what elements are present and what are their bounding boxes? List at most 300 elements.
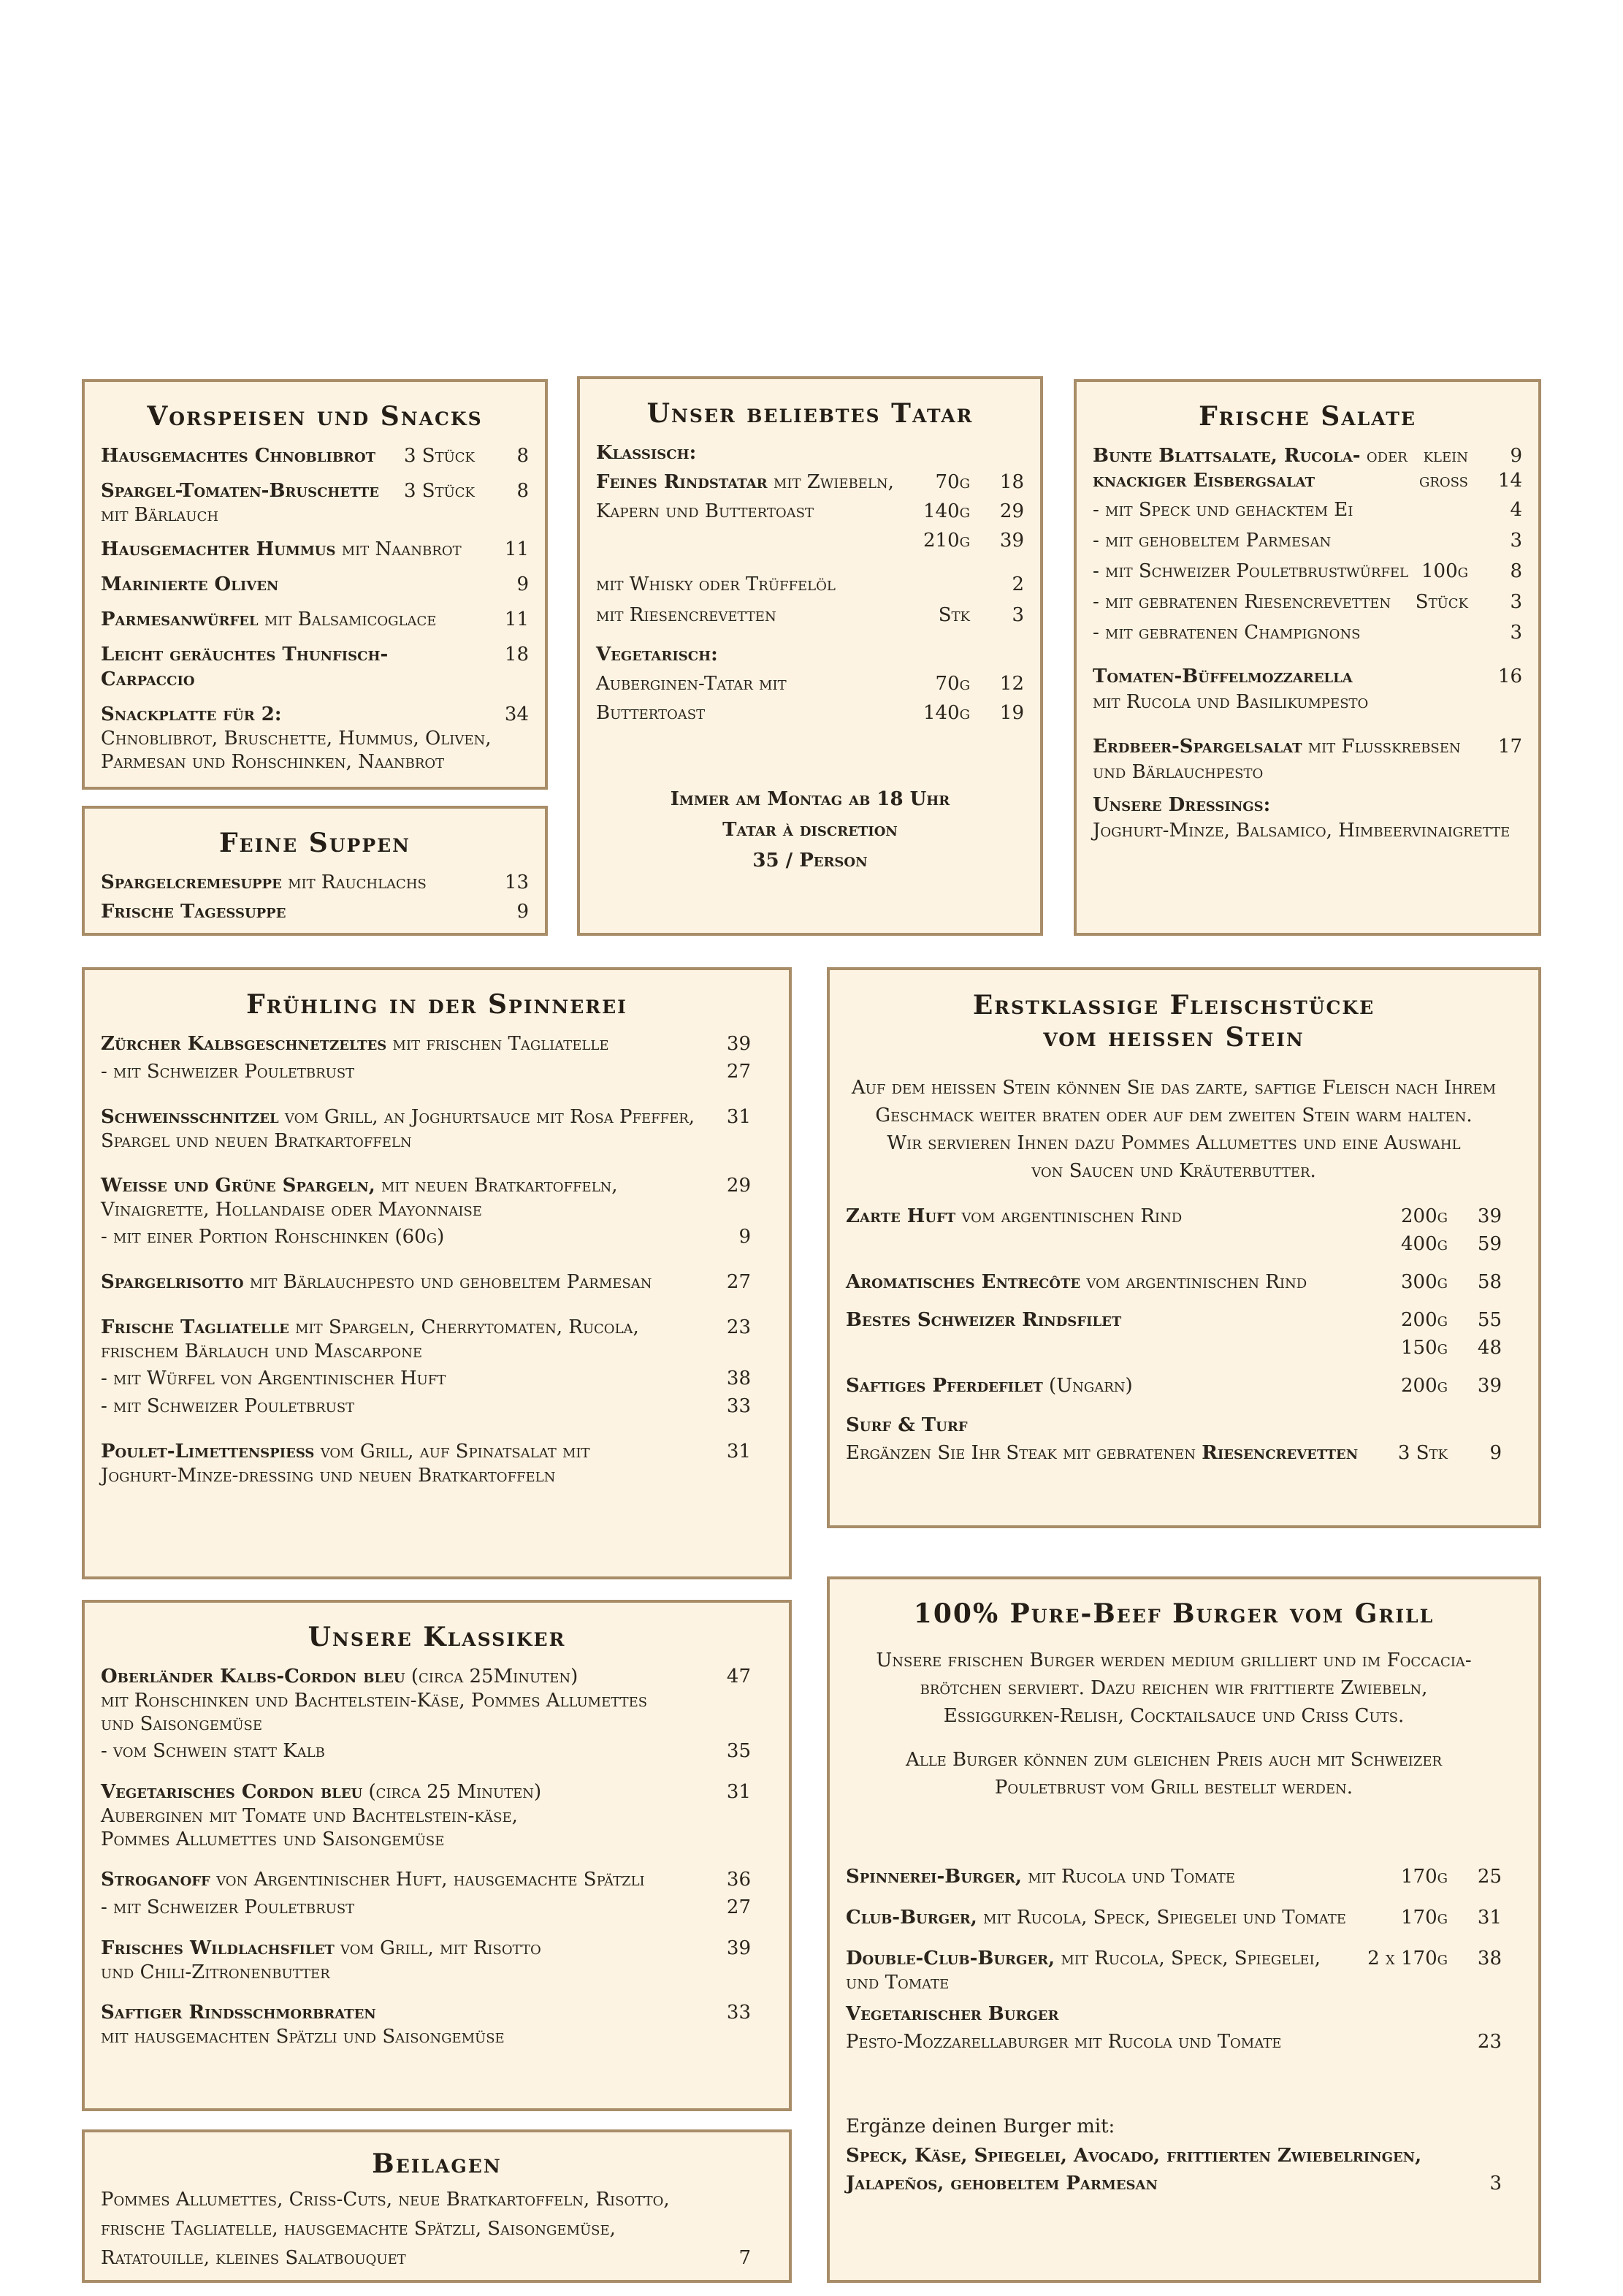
item-price: 31	[1477, 1907, 1502, 1929]
item-text	[101, 1895, 707, 1920]
menu-row	[101, 899, 529, 924]
menu-row	[101, 1315, 751, 1340]
dressings-list: Joghurt-Minze, Balsamico, Himbeervinaigrette	[1093, 820, 1511, 842]
item-text	[101, 1270, 707, 1294]
item-desc: vom argentinischen Rind	[1080, 1271, 1307, 1293]
item-name: Frisches Wildlachsfilet	[101, 1937, 335, 1959]
item-price: 39	[1477, 1375, 1502, 1397]
item-name: Oberländer Kalbs-Cordon bleu	[101, 1666, 405, 1687]
item-price: 33	[726, 1395, 751, 1417]
item-price: 31	[726, 1781, 751, 1803]
menu-list	[596, 572, 1024, 628]
item-text	[101, 1173, 707, 1198]
menu-list	[101, 1031, 773, 1487]
item-price: 19	[999, 702, 1024, 724]
item-name: Club-Burger,	[846, 1907, 977, 1929]
item-unit: 400g	[1400, 1233, 1448, 1255]
klassisch-label: Klassisch:	[596, 442, 697, 464]
section-title	[846, 989, 1502, 1053]
item-name: Snackplatte für 2:	[101, 703, 282, 725]
item-desc: mit frischen Tagliatelle	[386, 1033, 609, 1055]
item-text	[101, 443, 394, 468]
item-text	[101, 607, 465, 632]
menu-row	[846, 2029, 1502, 2054]
item-desc: mit Flusskrebsen	[1302, 736, 1461, 758]
beilagen-line: Pommes Allumettes, Criss-Cuts, neue Bratkartoffeln, Risotto,	[101, 2189, 670, 2211]
item-name: Spinnerei-Burger,	[846, 1866, 1022, 1888]
menu-row	[101, 607, 529, 632]
section-burger	[827, 1576, 1541, 2283]
menu-row	[596, 603, 1024, 628]
item-text	[101, 1105, 707, 1129]
item-price: 3	[1510, 530, 1522, 552]
item-name: Bunte Blattsalate, Rucola-	[1093, 445, 1361, 467]
item-desc: - mit Speck und gehacktem Ei	[1093, 499, 1353, 521]
vegetarisch-label: Vegetarisch:	[596, 644, 718, 665]
intro-line: Unsere frischen Burger werden medium grilliert und im Foccacia-	[876, 1649, 1472, 1671]
intro-line: Essiggurken-Relish, Cocktailsauce und Criss Cuts.	[943, 1705, 1405, 1727]
addon-heading: Ergänze deinen Burger mit:	[846, 2116, 1115, 2137]
item-desc: Chnoblibrot, Bruschette, Hummus, Oliven,	[101, 728, 492, 750]
item-name: Saftiges Pferdefilet	[846, 1375, 1043, 1397]
item-unit: 140g	[923, 702, 970, 724]
menu-row	[1093, 590, 1522, 614]
surf-label: Surf & Turf	[846, 1414, 968, 1436]
item-name: Weisse und Grüne Spargeln,	[101, 1175, 375, 1197]
item-desc: Pesto-Mozzarellaburger mit Rucola und Tomate	[846, 2031, 1282, 2053]
item-price: 38	[726, 1368, 751, 1389]
item-unit: 140g	[923, 500, 970, 522]
item-text	[1093, 559, 1411, 584]
menu-row	[846, 1905, 1502, 1930]
monday-line: 35 / Person	[752, 850, 868, 872]
item-text	[596, 499, 913, 524]
item-text	[101, 1224, 707, 1249]
item-text	[101, 1664, 707, 1689]
section-title: Feine Suppen	[218, 828, 411, 858]
item-price: 3	[1489, 2173, 1502, 2194]
item-text	[101, 1780, 707, 1804]
item-price: 9	[1489, 1442, 1502, 1464]
item-price: 31	[726, 1441, 751, 1462]
item-unit: 3 Stk	[1397, 1442, 1448, 1464]
item-unit: gross	[1418, 470, 1468, 492]
item-price: 47	[726, 1666, 751, 1687]
item-name: knackiger Eisbergsalat	[1093, 470, 1315, 492]
section-title: 100% Pure-Beef Burger vom Grill	[913, 1598, 1435, 1629]
item-name: Parmesanwürfel	[101, 609, 259, 630]
item-name: Frische Tagessuppe	[101, 901, 286, 923]
section-title: Unser beliebtes Tatar	[646, 398, 974, 429]
item-desc: Joghurt-Minze-dressing und neuen Bratkartoffeln	[101, 1465, 556, 1487]
menu-row	[1093, 497, 1522, 522]
menu-row	[596, 499, 1024, 524]
menu-row	[101, 1867, 751, 1892]
item-unit: 170g	[1400, 1866, 1448, 1888]
item-price: 3	[1510, 622, 1522, 644]
item-price: 9	[516, 573, 529, 595]
item-desc: und Chili-Zitronenbutter	[101, 1961, 330, 1983]
item-desc: mit Balsamicoglace	[258, 609, 437, 630]
item-unit: 100g	[1421, 560, 1468, 582]
section-salate	[1074, 379, 1541, 936]
item-desc: Vinaigrette, Hollandaise oder Mayonnaise	[101, 1199, 482, 1221]
intro-line: Alle Burger können zum gleichen Preis auch mit Schweizer	[905, 1749, 1443, 1771]
intro-line: brötchen serviert. Dazu reichen wir frittierte Zwiebeln,	[920, 1677, 1428, 1699]
item-desc: - mit gebratenen Riesencrevetten	[1093, 591, 1391, 613]
menu-row	[101, 1059, 751, 1084]
menu-row	[846, 1946, 1502, 1971]
item-unit: 210g	[923, 530, 970, 552]
menu-row	[101, 1031, 751, 1056]
menu-row	[101, 443, 529, 468]
item-price: 9	[516, 901, 529, 923]
item-price: 12	[999, 673, 1024, 695]
intro-line: Pouletbrust vom Grill bestellt werden.	[994, 1777, 1353, 1799]
menu-row	[596, 671, 1024, 696]
item-text	[101, 1031, 707, 1056]
item-name: Schweinsschnitzel	[101, 1106, 279, 1128]
section-tatar	[577, 376, 1043, 936]
section-suppen	[82, 806, 548, 936]
item-desc: Auberginen-Tatar mit	[596, 673, 787, 695]
item-text	[101, 1315, 707, 1340]
veg-burger-label: Vegetarischer Burger	[846, 2003, 1059, 2025]
item-desc: oder	[1360, 445, 1408, 467]
menu-list	[101, 870, 529, 924]
item-desc: Kapern und Buttertoast	[596, 500, 814, 522]
section-title: Unsere Klassiker	[308, 1622, 566, 1652]
item-price: 27	[726, 1896, 751, 1918]
intro-line: von Saucen und Kräuterbutter.	[1031, 1160, 1316, 1182]
item-name: Hausgemachter Hummus	[101, 538, 336, 560]
item-text	[596, 603, 928, 628]
item-desc: (circa 25Minuten)	[405, 1666, 578, 1687]
item-price: 38	[1477, 1948, 1502, 1969]
item-desc: - mit Schweizer Pouletbrust	[101, 1896, 355, 1918]
item-desc: Pommes Allumettes und Saisongemüse	[101, 1828, 445, 1850]
item-desc: frischem Bärlauch und Mascarpone	[101, 1340, 422, 1362]
item-price: 7	[738, 2247, 751, 2269]
menu-row	[1093, 528, 1522, 553]
item-desc: mit Riesencrevetten	[596, 604, 776, 626]
item-price: 18	[504, 644, 529, 665]
item-text	[101, 642, 465, 692]
menu-row	[101, 572, 529, 597]
item-name: Erdbeer-Spargelsalat	[1093, 736, 1302, 758]
item-price: 29	[726, 1175, 751, 1197]
item-price: 17	[1497, 736, 1522, 758]
item-desc: mit Zwiebeln,	[767, 471, 894, 493]
item-unit: 70g	[935, 673, 970, 695]
item-name: Spargelrisotto	[101, 1271, 244, 1293]
menu-row	[101, 1739, 751, 1763]
item-text	[846, 1905, 1391, 1930]
item-text	[101, 702, 465, 727]
section-fleisch	[827, 967, 1541, 1528]
section-klassiker	[82, 1600, 792, 2111]
menu-row	[101, 1105, 751, 1129]
item-text	[1093, 528, 1458, 553]
item-price: 3	[1510, 591, 1522, 613]
item-unit: klein	[1423, 445, 1468, 467]
menu-row	[101, 1173, 751, 1198]
intro-line: Geschmack weiter braten oder auf dem zweiten Stein warm halten.	[875, 1105, 1473, 1126]
burger-intro	[846, 1647, 1502, 1801]
menu-row	[1093, 468, 1522, 493]
item-text	[596, 671, 925, 696]
item-desc: - mit Schweizer Pouletbrust	[101, 1395, 355, 1417]
menu-row	[846, 1335, 1502, 1360]
item-desc: mit Bärlauchpesto und gehobeltem Parmesan	[243, 1271, 652, 1293]
section-title: Frühling in der Spinnerei	[246, 989, 627, 1020]
item-desc: Parmesan und Rohschinken, Naanbrot	[101, 751, 445, 773]
beilagen-line: Ratatouille, kleines Salatbouquet	[101, 2247, 406, 2269]
item-price: 36	[726, 1869, 751, 1891]
item-text	[596, 701, 913, 725]
item-text	[1093, 620, 1458, 645]
item-text	[101, 478, 394, 503]
item-price: 39	[726, 1937, 751, 1959]
item-unit: 200g	[1400, 1375, 1448, 1397]
monday-line: Tatar à discretion	[722, 819, 898, 841]
item-desc: mit Rohschinken und Bachtelstein-Käse, Pommes Allumettes	[101, 1690, 648, 1712]
item-name: Leicht geräuchtes Thunfisch-Carpaccio	[101, 644, 389, 690]
item-price: 59	[1477, 1233, 1502, 1255]
item-desc: Spargel und neuen Bratkartoffeln	[101, 1130, 412, 1152]
item-text	[846, 1308, 1391, 1332]
item-desc: mit Spargeln, Cherrytomaten, Rucola,	[289, 1316, 639, 1338]
item-price: 13	[504, 872, 529, 893]
title-line: Erstklassige Fleischstücke	[972, 990, 1375, 1021]
item-desc: mit Bärlauch	[101, 504, 219, 526]
item-name: Saftiger Rindsschmorbraten	[101, 2002, 376, 2024]
item-desc: - mit einer Portion Rohschinken (60g)	[101, 1226, 445, 1248]
item-price: 8	[516, 480, 529, 502]
item-price: 39	[999, 530, 1024, 552]
menu-row	[101, 1270, 751, 1294]
menu-list	[101, 1664, 773, 2048]
item-name: Vegetarisches Cordon bleu	[101, 1781, 363, 1803]
item-desc: - mit Würfel von Argentinischer Huft	[101, 1368, 446, 1389]
item-name: Zarte Huft	[846, 1205, 956, 1227]
menu-row	[101, 702, 529, 727]
item-text	[846, 1270, 1391, 1294]
dressings-label: Unsere Dressings:	[1093, 794, 1271, 816]
item-price: 8	[516, 445, 529, 467]
item-price: 16	[1497, 665, 1522, 687]
item-unit: 150g	[1400, 1337, 1448, 1359]
menu-row	[846, 1232, 1502, 1256]
menu-row	[101, 1439, 751, 1464]
item-price: 9	[1510, 445, 1522, 467]
item-text	[846, 1204, 1391, 1229]
item-name: Poulet-Limettenspiess	[101, 1441, 315, 1462]
menu-row	[101, 478, 529, 503]
item-unit: 2 x 170g	[1367, 1948, 1448, 1969]
item-name: Aromatisches Entrecôte	[846, 1271, 1081, 1293]
item-text	[101, 1366, 707, 1391]
item-desc: mit Rucola und Tomate	[1021, 1866, 1235, 1888]
menu-row	[101, 1224, 751, 1249]
item-price: 25	[1477, 1866, 1502, 1888]
item-name: Hausgemachtes Chnoblibrot	[101, 445, 376, 467]
item-unit: 200g	[1400, 1309, 1448, 1331]
menu-row	[596, 528, 1024, 553]
section-title: Vorspeisen und Snacks	[147, 401, 483, 432]
item-price: 9	[738, 1226, 751, 1248]
item-desc: (circa 25 Minuten)	[362, 1781, 542, 1803]
menu-row	[101, 1936, 751, 1961]
item-price: 23	[1477, 2031, 1502, 2053]
menu-row	[101, 1780, 751, 1804]
item-price: 11	[504, 538, 529, 560]
menu-row	[101, 1394, 751, 1419]
section-title: Beilagen	[372, 2148, 502, 2179]
item-price: 58	[1477, 1271, 1502, 1293]
menu-row	[846, 1864, 1502, 1889]
item-name: Riesencrevetten	[1202, 1442, 1359, 1464]
item-text	[101, 1936, 707, 1961]
item-name: Spargelcremesuppe	[101, 872, 282, 893]
item-text	[101, 1439, 707, 1464]
item-desc: mit Rauchlachs	[281, 872, 427, 893]
item-desc: mit hausgemachten Spätzli und Saisongemüse	[101, 2026, 505, 2048]
menu-row	[1093, 664, 1522, 689]
item-price: 39	[1477, 1205, 1502, 1227]
item-price: 35	[726, 1740, 751, 1762]
item-price: 27	[726, 1061, 751, 1083]
item-name: Marinierte Oliven	[101, 573, 279, 595]
item-price: 8	[1510, 560, 1522, 582]
item-desc: und Bärlauchpesto	[1093, 761, 1264, 783]
menu-row	[1093, 734, 1522, 759]
item-price: 34	[504, 703, 529, 725]
menu-row	[846, 1441, 1502, 1465]
item-text	[101, 2000, 707, 2025]
menu-row	[101, 1895, 751, 1920]
item-desc: und Saisongemüse	[101, 1713, 262, 1735]
item-name: Tomaten-Büffelmozzarella	[1093, 665, 1353, 687]
item-name: Double-Club-Burger,	[846, 1948, 1055, 1969]
item-price: 3	[1012, 604, 1024, 626]
item-price: 14	[1497, 470, 1522, 492]
item-desc: vom Grill, auf Spinatsalat mit	[314, 1441, 590, 1462]
item-text	[101, 1059, 707, 1084]
item-text	[846, 1864, 1391, 1889]
beilagen-line: frische Tagliatelle, hausgemachte Spätzli, Saisongemüse,	[101, 2218, 616, 2240]
item-desc: mit Rucola, Speck, Spiegelei und Tomate	[977, 1907, 1346, 1929]
item-price: 18	[999, 471, 1024, 493]
item-text	[846, 1373, 1391, 1398]
item-price: 31	[726, 1106, 751, 1128]
menu-list	[596, 470, 1024, 553]
item-desc: und Tomate	[846, 1972, 950, 1994]
item-name: Frische Tagliatelle	[101, 1316, 289, 1338]
menu-row	[101, 870, 529, 895]
menu-row	[1093, 620, 1522, 645]
item-price: 11	[504, 609, 529, 630]
item-desc: Auberginen mit Tomate und Bachtelstein-käse,	[101, 1805, 518, 1827]
item-text	[101, 1394, 707, 1419]
item-text	[1093, 590, 1405, 614]
addon-list: Jalapeños, gehobeltem Parmesan	[846, 2173, 1158, 2194]
item-desc: mit neuen Bratkartoffeln,	[375, 1175, 618, 1197]
monday-offer	[596, 784, 1024, 876]
item-text	[101, 537, 465, 562]
item-price: 55	[1477, 1309, 1502, 1331]
fleisch-intro	[846, 1074, 1502, 1185]
item-desc: - vom Schwein statt Kalb	[101, 1740, 325, 1762]
item-price: 29	[999, 500, 1024, 522]
addon-list: Speck, Käse, Spiegelei, Avocado, frittierten Zwiebelringen,	[846, 2145, 1422, 2167]
item-desc: (Ungarn)	[1042, 1375, 1133, 1397]
item-desc: - mit gebratenen Champignons	[1093, 622, 1361, 644]
item-text	[846, 1946, 1357, 1971]
item-price: 23	[726, 1316, 751, 1338]
menu-list	[596, 671, 1024, 725]
item-text	[596, 572, 960, 597]
menu-list	[101, 443, 529, 774]
item-price: 2	[1012, 573, 1024, 595]
item-desc: vom Grill, mit Risotto	[334, 1937, 541, 1959]
menu-row	[101, 1664, 751, 1689]
item-desc: Ergänzen Sie Ihr Steak mit gebratenen	[846, 1442, 1202, 1464]
item-desc: - mit Schweizer Pouletbrust	[101, 1061, 355, 1083]
item-unit: 170g	[1400, 1907, 1448, 1929]
menu-row	[846, 1308, 1502, 1332]
menu-list	[1093, 497, 1522, 645]
item-desc: - mit Schweizer Pouletbrustwürfel	[1093, 560, 1408, 582]
item-desc: mit Rucola, Speck, Spiegelei,	[1055, 1948, 1321, 1969]
intro-line: Auf dem heissen Stein können Sie das zarte, saftige Fleisch nach Ihrem	[851, 1077, 1497, 1099]
menu-row	[596, 701, 1024, 725]
menu-row	[101, 642, 529, 692]
item-unit: Stk	[938, 604, 970, 626]
section-vorspeisen	[82, 379, 548, 790]
menu-row	[846, 2171, 1502, 2196]
menu-row	[596, 572, 1024, 597]
title-line: vom heissen Stein	[1043, 1022, 1305, 1053]
item-price: 27	[726, 1271, 751, 1293]
menu-row	[101, 2000, 751, 2025]
menu-row	[846, 1270, 1502, 1294]
menu-row	[1093, 443, 1522, 468]
item-unit: 3 Stück	[403, 445, 475, 467]
menu-row	[101, 2243, 773, 2273]
item-desc: Buttertoast	[596, 702, 706, 724]
item-text	[1093, 497, 1458, 522]
item-text	[101, 572, 465, 597]
section-title: Frische Salate	[1199, 401, 1416, 432]
menu-row	[1093, 559, 1522, 584]
item-name: Bestes Schweizer Rindsfilet	[846, 1309, 1122, 1331]
item-name: Stroganoff	[101, 1869, 210, 1891]
item-unit: 3 Stück	[403, 480, 475, 502]
menu-row	[846, 1373, 1502, 1398]
menu-row	[101, 1366, 751, 1391]
menu-list	[846, 1864, 1502, 1994]
menu-row	[101, 537, 529, 562]
menu-list	[846, 1204, 1502, 1398]
item-text	[101, 1867, 707, 1892]
section-fruehling	[82, 967, 792, 1579]
item-desc: - mit gehobeltem Parmesan	[1093, 530, 1332, 552]
item-text	[101, 870, 485, 895]
item-name: Feines Rindstatar	[596, 471, 768, 493]
item-price: 4	[1510, 499, 1522, 521]
menu-row	[846, 1204, 1502, 1229]
